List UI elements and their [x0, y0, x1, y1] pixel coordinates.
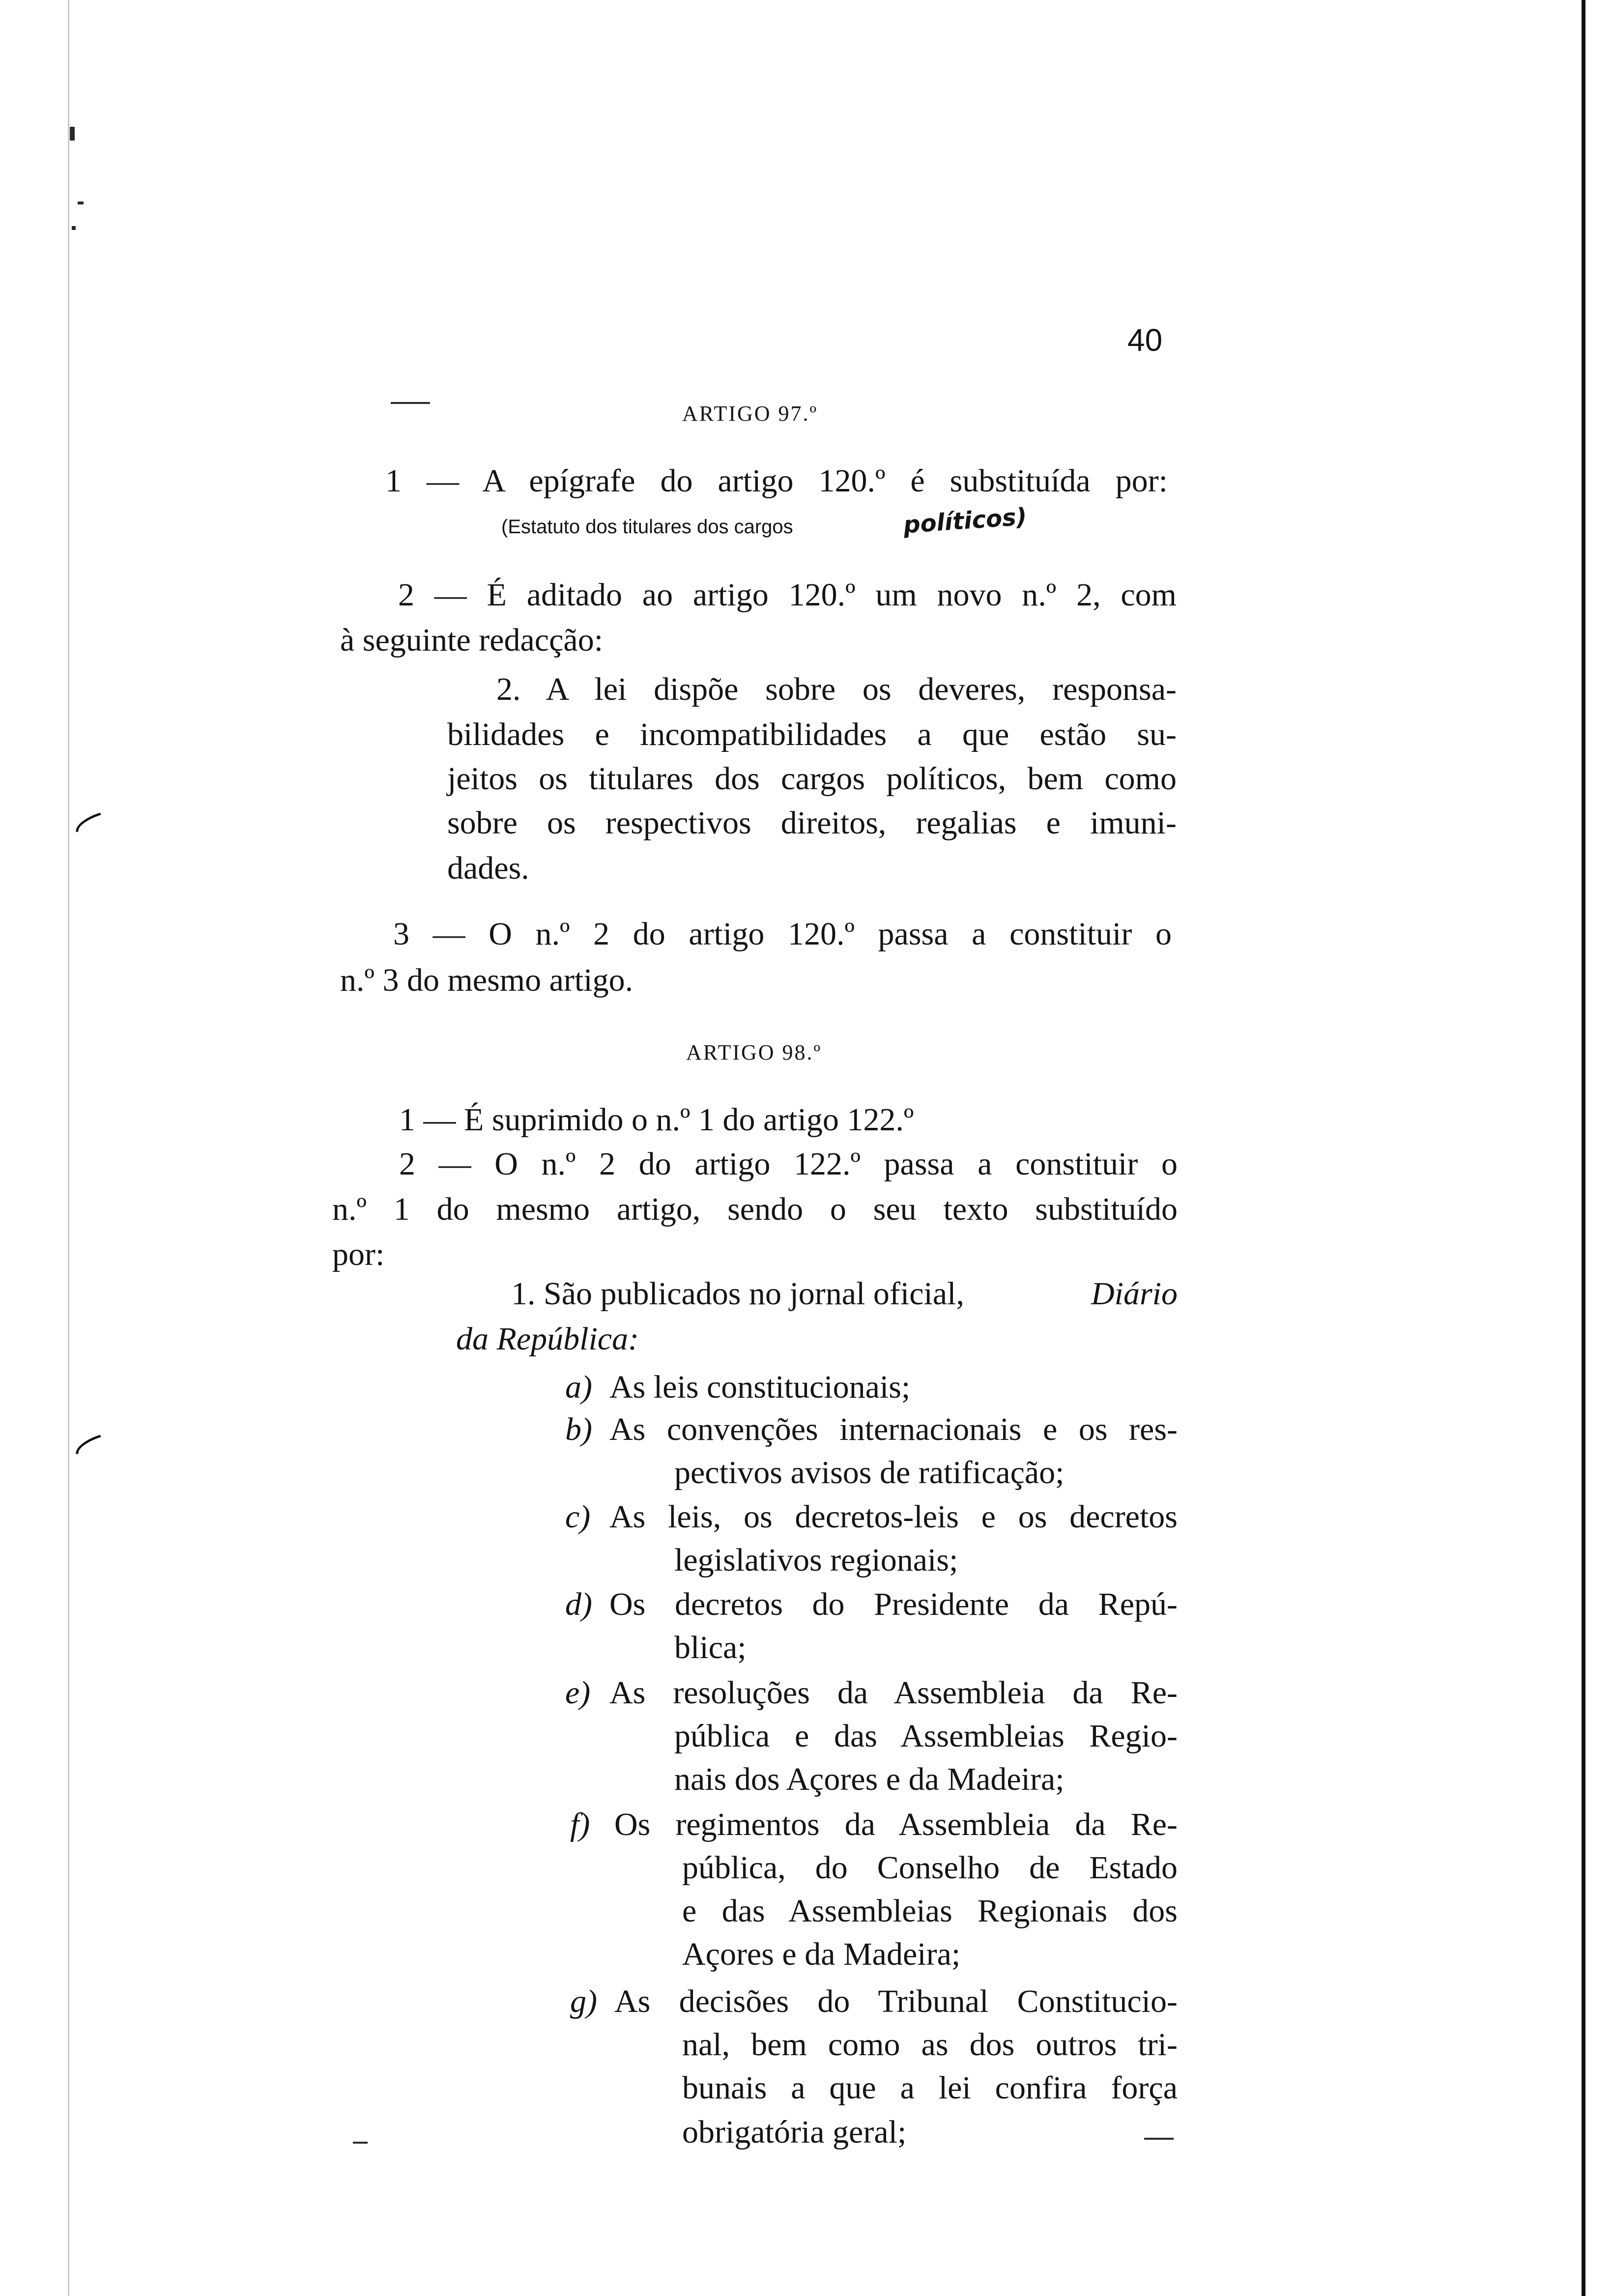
left-page-edge — [68, 0, 69, 2296]
art98-intro-italic: Diário — [1091, 1276, 1178, 1312]
list-letter-g: g) — [570, 1983, 597, 2019]
art98-intro-line-2: da República: — [456, 1321, 639, 1357]
list-item-f-line-3: e das Assembleias Regionais dos — [682, 1893, 1178, 1929]
dash-mark — [353, 2142, 368, 2144]
art97-paragraph-2-line-2: à seguinte redacção: — [340, 622, 604, 658]
art97-quote-line: bilidades e incompatibilidades a que estão su- — [447, 717, 1177, 752]
art98-intro-text: 1. São publicados no jornal oficial, — [511, 1276, 964, 1312]
list-item-f-line-1: Os regimentos da Assembleia da Re- — [614, 1807, 1178, 1842]
art98-paragraph-2-line-1: 2 — O n.º 2 do artigo 122.º passa a constituir o — [399, 1146, 1178, 1182]
art98-intro-line-1 — [511, 1278, 1178, 1310]
list-letter-d: d) — [565, 1586, 592, 1622]
scan-speck — [78, 201, 84, 204]
article-98-heading: ARTIGO 98.º — [686, 1040, 822, 1064]
page-number: 40 — [1127, 322, 1163, 358]
art98-paragraph-1: 1 — É suprimido o n.º 1 do artigo 122.º — [399, 1102, 914, 1138]
handwritten-word: políticos) — [902, 503, 1028, 539]
list-letter-c: c) — [565, 1499, 591, 1535]
list-item-d-line-1: Os decretos do Presidente da Repú- — [609, 1586, 1178, 1622]
margin-pencil-mark — [73, 812, 104, 832]
list-item-g-line-1: As decisões do Tribunal Constitucio- — [614, 1983, 1178, 2019]
scan-speck — [70, 127, 75, 141]
handwritten-annotation — [903, 505, 1028, 537]
list-item-g-line-2: nal, bem como as dos outros tri- — [682, 2027, 1178, 2063]
art97-paragraph-3-line-2: n.º 3 do mesmo artigo. — [340, 962, 633, 998]
list-item-f-line-2: pública, do Conselho de Estado — [682, 1850, 1178, 1886]
art97-quote-line: dades. — [447, 850, 529, 886]
list-item-g-line-4: obrigatória geral; — [682, 2114, 907, 2150]
list-item-b-line-1: As convenções internacionais e os res- — [609, 1411, 1178, 1447]
art97-quote-line: 2. A lei dispõe sobre os deveres, responsa- — [496, 671, 1177, 707]
list-item-b-line-2: pectivos avisos de ratificação; — [674, 1455, 1065, 1491]
article-97-heading: ARTIGO 97.º — [682, 402, 818, 426]
list-item-e-line-1: As resoluções da Assembleia da Re- — [609, 1675, 1178, 1711]
list-letter-b: b) — [565, 1411, 592, 1447]
dash-mark — [1144, 2138, 1174, 2140]
list-letter-a: a) — [565, 1369, 592, 1405]
list-item-f-line-4: Açores e da Madeira; — [682, 1936, 961, 1972]
right-page-edge — [1582, 0, 1585, 2296]
art97-epigraph: (Estatuto dos titulares dos cargos — [501, 516, 793, 538]
list-letter-e: e) — [565, 1675, 591, 1711]
art98-paragraph-2-line-3: por: — [332, 1236, 385, 1272]
scan-speck — [72, 226, 76, 230]
list-item-c-line-1: As leis, os decretos-leis e os decretos — [609, 1499, 1178, 1535]
list-letter-f: f) — [570, 1807, 590, 1842]
art98-paragraph-2-line-2: n.º 1 do mesmo artigo, sendo o seu texto substituído — [332, 1191, 1178, 1227]
list-item-e-line-2: pública e das Assembleias Regio- — [674, 1718, 1178, 1754]
art97-paragraph-1: 1 — A epígrafe do artigo 120.º é substituída por: — [385, 463, 1168, 499]
art97-paragraph-2-line-1: 2 — É aditado ao artigo 120.º um novo n.º 2, com — [398, 577, 1177, 613]
margin-pencil-mark — [73, 1435, 104, 1454]
dash-mark — [391, 402, 430, 404]
art97-quote-line: sobre os respectivos direitos, regalias e imuni- — [447, 805, 1177, 841]
list-item-d-line-2: blica; — [674, 1630, 747, 1665]
list-item-g-line-3: bunais a que a lei confira força — [682, 2070, 1178, 2106]
list-item-a-line-1: As leis constitucionais; — [609, 1369, 911, 1405]
art97-quote-line: jeitos os titulares dos cargos políticos, bem como — [447, 761, 1177, 797]
list-item-e-line-3: nais dos Açores e da Madeira; — [674, 1761, 1065, 1797]
list-item-c-line-2: legislativos regionais; — [674, 1542, 958, 1578]
art97-paragraph-3-line-1: 3 — O n.º 2 do artigo 120.º passa a constituir o — [393, 916, 1172, 952]
